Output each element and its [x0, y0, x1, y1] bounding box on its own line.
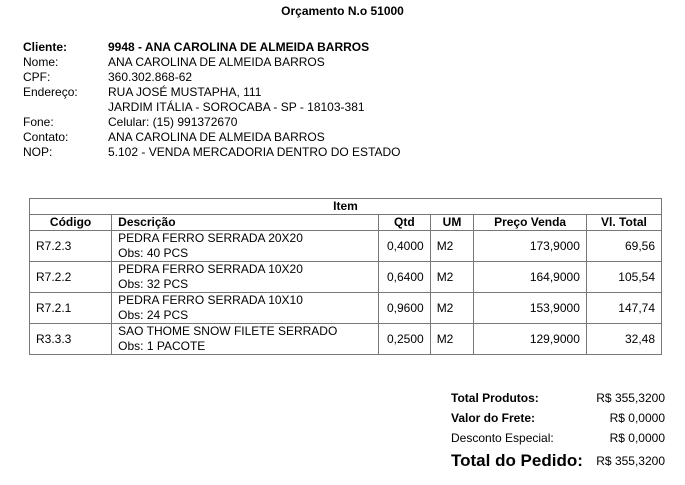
header-description: Descrição	[112, 215, 379, 231]
totals-section	[451, 388, 665, 474]
total-produtos-label: Total Produtos:	[451, 391, 539, 405]
item-code: R3.3.3	[30, 324, 112, 355]
phone-value: Celular: (15) 991372670	[108, 115, 238, 129]
item-qtd: 0,4000	[378, 231, 430, 262]
header-um: UM	[430, 215, 474, 231]
item-price: 164,9000	[474, 262, 587, 293]
field-label: Endereço:	[23, 85, 78, 99]
valor-frete-value: R$ 0,0000	[609, 411, 665, 425]
item-code: R7.2.2	[30, 262, 112, 293]
item-obs: Obs: 24 PCS	[118, 308, 189, 322]
item-description	[112, 262, 379, 293]
total-produtos-row	[451, 388, 665, 408]
item-total: 32,48	[586, 324, 661, 355]
field-label: Contato:	[23, 130, 69, 144]
field-label: CPF:	[23, 70, 51, 84]
field-label: Fone:	[23, 115, 54, 129]
total-pedido-row	[451, 448, 665, 474]
item-qtd: 0,2500	[378, 324, 430, 355]
nop-value: 5.102 - VENDA MERCADORIA DENTRO DO ESTADO	[108, 145, 401, 159]
table-row	[30, 231, 662, 262]
item-obs: Obs: 32 PCS	[118, 277, 189, 291]
field-label: Nome:	[23, 55, 59, 69]
contact-value: ANA CAROLINA DE ALMEIDA BARROS	[108, 130, 325, 144]
item-obs: Obs: 1 PACOTE	[118, 339, 206, 353]
table-header-row	[30, 215, 662, 231]
item-description	[112, 324, 379, 355]
valor-frete-row	[451, 408, 665, 428]
items-table	[29, 198, 662, 355]
document-title: Orçamento N.o 51000	[281, 4, 404, 18]
item-um: M2	[430, 324, 474, 355]
item-description	[112, 293, 379, 324]
desconto-value: R$ 0,0000	[609, 431, 665, 445]
address-city: JARDIM ITÁLIA - SOROCABA - SP - 18103-381	[108, 100, 365, 114]
total-produtos-value: R$ 355,3200	[596, 391, 665, 405]
desconto-label: Desconto Especial:	[451, 431, 554, 445]
item-desc-text: PEDRA FERRO SERRADA 20X20	[118, 231, 303, 245]
item-desc-text: PEDRA FERRO SERRADA 10X20	[118, 262, 303, 276]
item-code: R7.2.1	[30, 293, 112, 324]
total-pedido-label: Total do Pedido:	[451, 451, 583, 470]
field-label: NOP:	[23, 145, 53, 159]
cpf-value: 360.302.868-62	[108, 70, 193, 84]
item-total: 105,54	[586, 262, 661, 293]
item-desc-text: SAO THOME SNOW FILETE SERRADO	[118, 324, 338, 338]
item-total: 147,74	[586, 293, 661, 324]
item-description	[112, 231, 379, 262]
name-value: ANA CAROLINA DE ALMEIDA BARROS	[108, 55, 325, 69]
field-label: Cliente:	[23, 40, 68, 54]
item-qtd: 0,6400	[378, 262, 430, 293]
desconto-row	[451, 428, 665, 448]
item-total: 69,56	[586, 231, 661, 262]
valor-frete-label: Valor do Frete:	[451, 411, 536, 425]
item-price: 153,9000	[474, 293, 587, 324]
table-caption: Item	[30, 199, 662, 215]
item-price: 129,9000	[474, 324, 587, 355]
table-caption-row	[30, 199, 662, 215]
item-desc-text: PEDRA FERRO SERRADA 10X10	[118, 293, 303, 307]
total-pedido-value: R$ 355,3200	[596, 454, 665, 468]
header-price: Preço Venda	[474, 215, 587, 231]
item-obs: Obs: 40 PCS	[118, 246, 189, 260]
item-um: M2	[430, 262, 474, 293]
item-qtd: 0,9600	[378, 293, 430, 324]
address-street: RUA JOSÉ MUSTAPHA, 111	[108, 85, 262, 99]
header-total: Vl. Total	[586, 215, 661, 231]
item-code: R7.2.3	[30, 231, 112, 262]
customer-id-name: 9948 - ANA CAROLINA DE ALMEIDA BARROS	[108, 40, 370, 54]
header-qtd: Qtd	[378, 215, 430, 231]
item-price: 173,9000	[474, 231, 587, 262]
item-um: M2	[430, 293, 474, 324]
table-row	[30, 262, 662, 293]
item-um: M2	[430, 231, 474, 262]
table-row	[30, 324, 662, 355]
header-code: Código	[30, 215, 112, 231]
table-row	[30, 293, 662, 324]
